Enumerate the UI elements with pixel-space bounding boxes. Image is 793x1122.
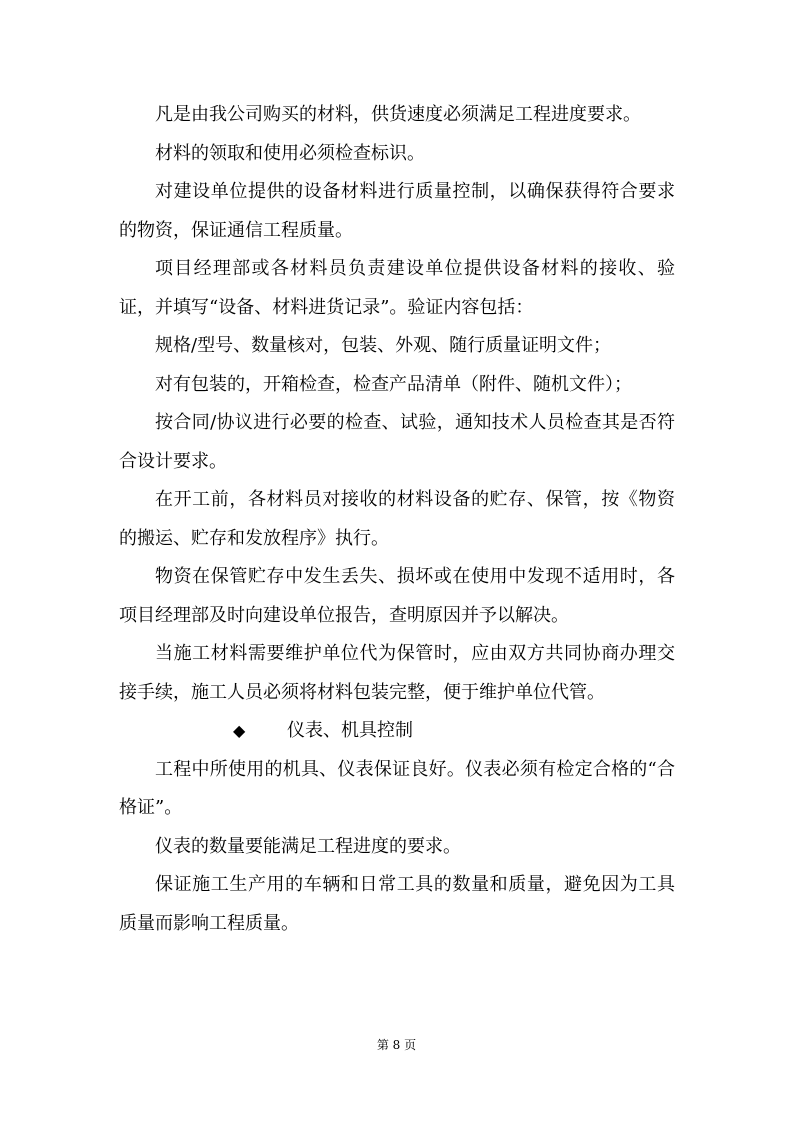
section-heading	[119, 712, 675, 751]
diamond-bullet-icon: ◆	[233, 721, 246, 740]
paragraph: 规格/型号、数量核对，包装、外观、随行质量证明文件；	[155, 335, 612, 356]
paragraph: 项目经理部或各材料员负责建设单位提供设备材料的接收、验证，并填写“设备、材料进货记录”。验证内容包括：	[119, 258, 675, 318]
document-body	[119, 96, 675, 943]
paragraph: 保证施工生产用的车辆和日常工具的数量和质量，避免因为工具质量而影响工程质量。	[119, 874, 675, 934]
paragraph: 在开工前，各材料员对接收的材料设备的贮存、保管，按《物资的搬运、贮存和发放程序》执行。	[119, 489, 675, 549]
paragraph: 工程中所使用的机具、仪表保证良好。仪表必须有检定合格的“合格证”。	[119, 758, 675, 818]
paragraph: 凡是由我公司购买的材料，供货速度必须满足工程进度要求。	[155, 104, 641, 125]
paragraph: 材料的领取和使用必须检查标识。	[155, 142, 425, 164]
section-heading-text: 仪表、机具控制	[287, 720, 413, 741]
paragraph: 仪表的数量要能满足工程进度的要求。	[155, 835, 461, 857]
paragraph: 按合同/协议进行必要的检查、试验，通知技术人员检查其是否符合设计要求。	[119, 412, 675, 472]
paragraph: 当施工材料需要维护单位代为保管时，应由双方共同协商办理交接手续，施工人员必须将材料包装完整，便于维护单位代管。	[119, 643, 675, 703]
paragraph: 物资在保管贮存中发生丢失、损坏或在使用中发现不适用时，各项目经理部及时向建设单位报告，查明原因并予以解决。	[119, 566, 675, 626]
paragraph: 对有包装的，开箱检查，检查产品清单（附件、随机文件）；	[155, 373, 632, 395]
page-number: 第 8 页	[376, 1038, 417, 1052]
paragraph: 对建设单位提供的设备材料进行质量控制，以确保获得符合要求的物资，保证通信工程质量。	[119, 181, 675, 241]
